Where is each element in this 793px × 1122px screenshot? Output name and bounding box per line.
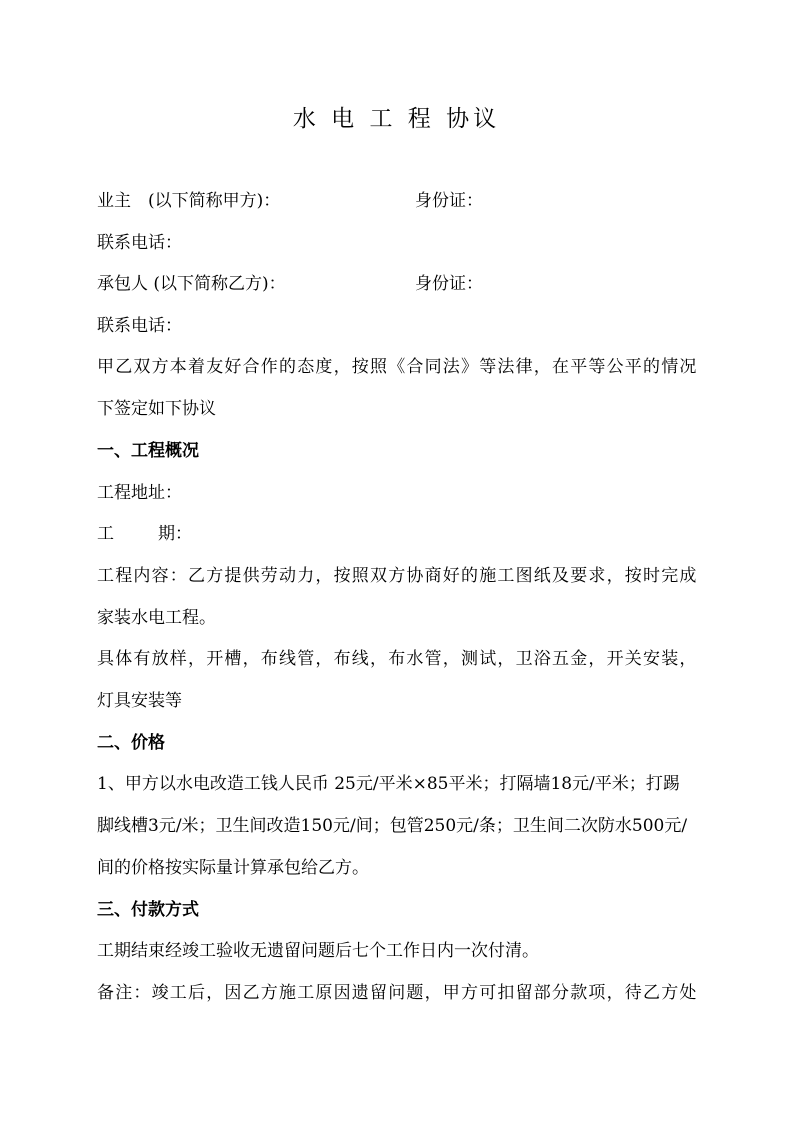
payment-line: 工期结束经竣工验收无遗留问题后七个工作日内一次付清。 — [97, 941, 539, 961]
price-line: 脚线槽3元/米；卫生间改造150元/间；包管250元/条；卫生间二次防水500元/ — [97, 816, 688, 836]
content-line: 具体有放样，开槽，布线管，布线，布水管，测试，卫浴五金，开关安装， — [97, 649, 698, 669]
period-label-a: 工 — [97, 524, 114, 544]
intro-line: 下签定如下协议 — [97, 399, 216, 419]
section-heading: 一、工程概况 — [97, 441, 199, 461]
owner-phone-label: 联系电话： — [97, 233, 182, 253]
address-label: 工程地址： — [97, 483, 182, 503]
price-line: 1、甲方以水电改造工钱人民币 25元/平米×85平米；打隔墙18元/平米；打踢 — [97, 774, 680, 794]
content-line: 灯具安装等 — [97, 691, 182, 711]
period-label — [97, 522, 192, 546]
content-line: 家装水电工程。 — [97, 608, 216, 628]
content-line: 工程内容：乙方提供劳动力，按照双方协商好的施工图纸及要求，按时完成 — [97, 566, 698, 586]
contractor-label: 承包人 (以下简称乙方)： — [97, 274, 286, 294]
intro-line: 甲乙双方本着友好合作的态度，按照《合同法》等法律，在平等公平的情况 — [97, 357, 698, 377]
payment-line: 备注：竣工后，因乙方施工原因遗留问题，甲方可扣留部分款项，待乙方处 — [97, 983, 698, 1003]
section-heading: 三、付款方式 — [97, 900, 199, 920]
contractor-id-label: 身份证： — [415, 274, 483, 294]
price-line: 间的价格按实际量计算承包给乙方。 — [97, 858, 369, 878]
period-label-b: 期： — [158, 524, 192, 544]
section-heading: 二、价格 — [97, 733, 165, 753]
document-title: 水 电 工 程 协议 — [292, 106, 501, 132]
contractor-phone-label: 联系电话： — [97, 316, 182, 336]
owner-label: 业主 (以下简称甲方)： — [97, 191, 281, 211]
owner-id-label: 身份证： — [415, 191, 483, 211]
